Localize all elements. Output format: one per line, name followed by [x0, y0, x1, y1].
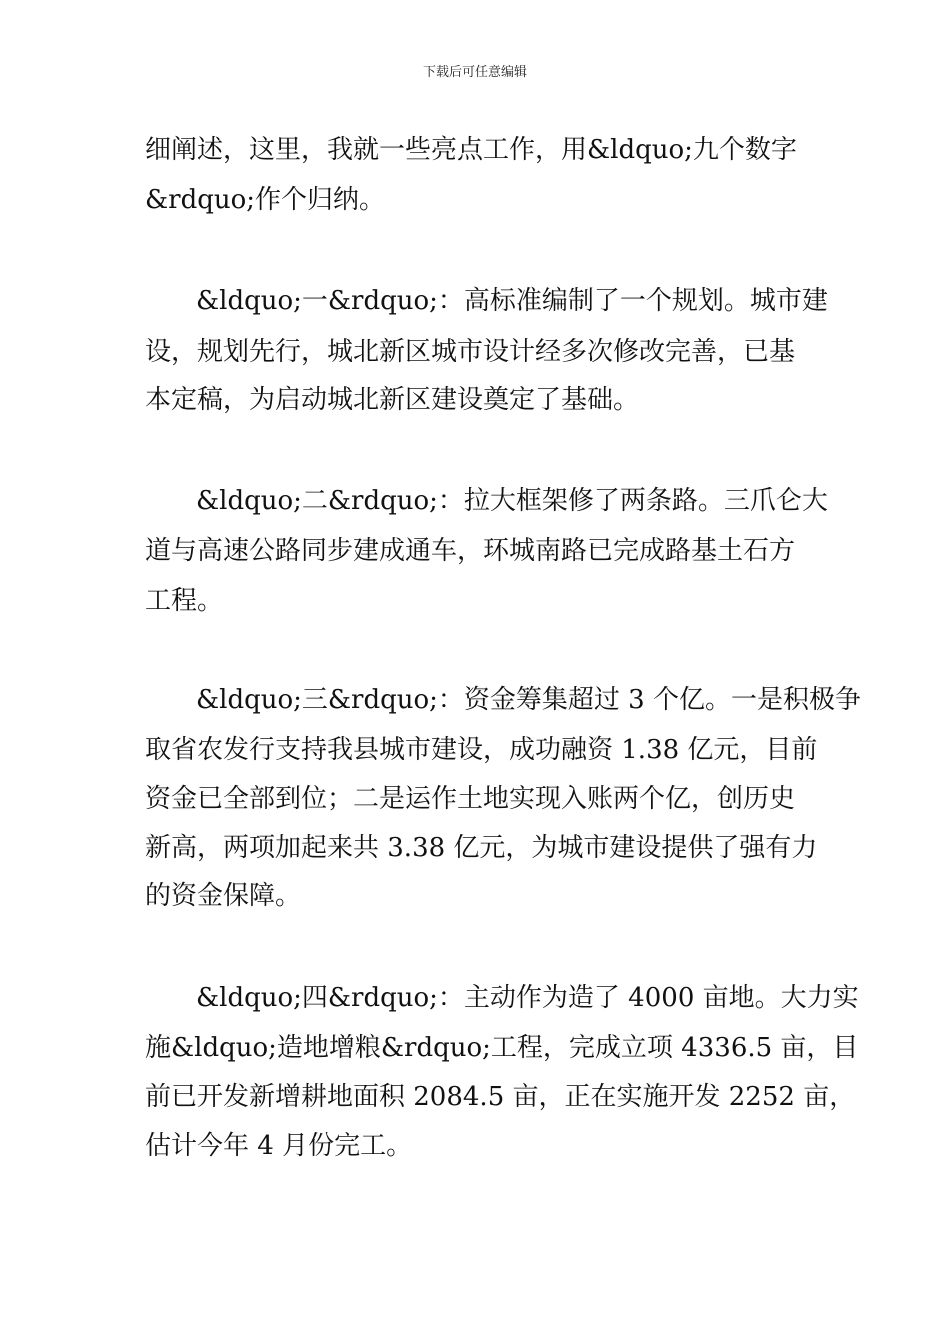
- text-line: 施&ldquo;造地增粮&rdquo;工程，完成立项 4336.5 亩，目: [145, 1033, 859, 1063]
- page-header: 下载后可任意编辑: [422, 65, 527, 80]
- text-line: 前已开发新增耕地面积 2084.5 亩，正在实施开发 2252 亩，: [145, 1082, 856, 1112]
- paragraph-first-line: &ldquo;二&rdquo;：拉大框架修了两条路。三爪仑大: [196, 486, 828, 516]
- text-line: &rdquo;作个归纳。: [145, 185, 386, 215]
- text-line: 工程。: [145, 586, 224, 616]
- text-line: 设，规划先行，城北新区城市设计经多次修改完善，已基: [145, 337, 796, 367]
- text-line: 细阐述，这里，我就一些亮点工作，用&ldquo;九个数字: [145, 135, 797, 165]
- text-line: 取省农发行支持我县城市建设，成功融资 1.38 亿元，目前: [145, 735, 818, 765]
- text-line: 本定稿，为启动城北新区建设奠定了基础。: [145, 385, 640, 415]
- paragraph-first-line: &ldquo;四&rdquo;：主动作为造了 4000 亩地。大力实: [196, 983, 859, 1013]
- paragraph-first-line: &ldquo;一&rdquo;：高标准编制了一个规划。城市建: [196, 286, 828, 316]
- text-line: 的资金保障。: [145, 881, 302, 911]
- text-line: 新高，两项加起来共 3.38 亿元，为城市建设提供了强有力: [145, 833, 818, 863]
- text-line: 估计今年 4 月份完工。: [145, 1131, 413, 1161]
- paragraph-first-line: &ldquo;三&rdquo;：资金筹集超过 3 个亿。一是积极争: [196, 685, 861, 715]
- text-line: 资金已全部到位；二是运作土地实现入账两个亿，创历史: [145, 784, 796, 814]
- text-line: 道与高速公路同步建成通车，环城南路已完成路基土石方: [145, 536, 796, 566]
